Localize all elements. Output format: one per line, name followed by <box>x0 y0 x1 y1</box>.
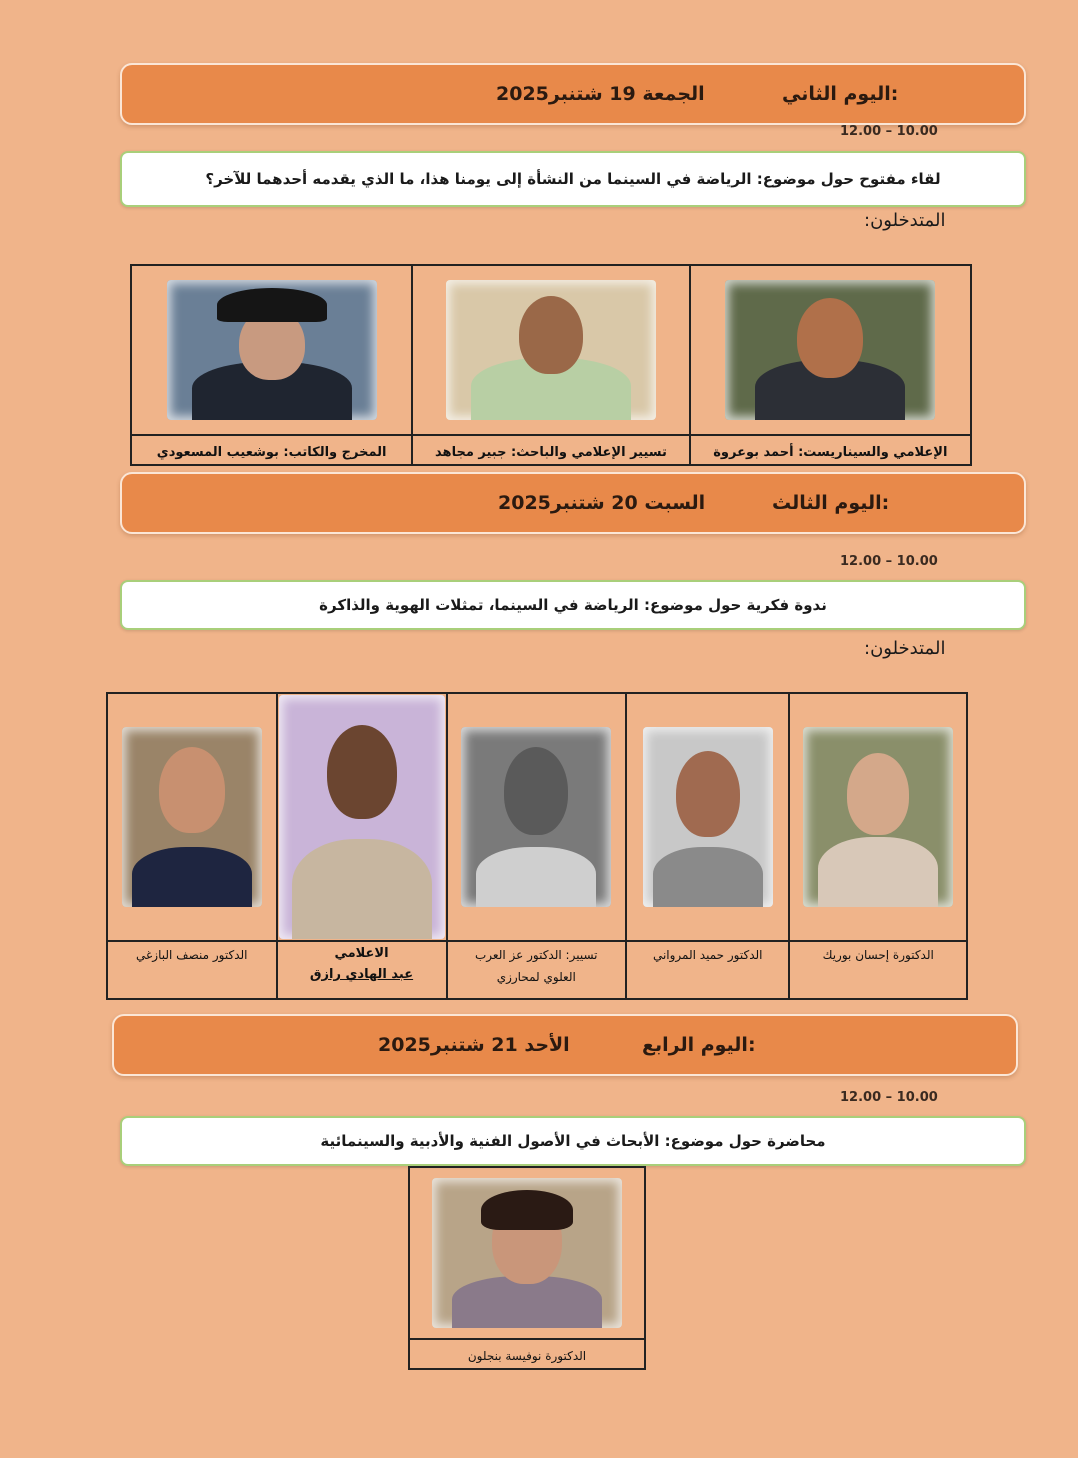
speaker-photo <box>279 695 445 939</box>
day3-topic-text: ندوة فكرية حول موضوع: الرياضة في السينما، تمثلات الهوية والذاكرة <box>319 596 827 614</box>
day3-speakers-label: المتدخلون: <box>864 638 946 659</box>
day2-time: 12.00 – 10.00 <box>840 124 938 139</box>
speaker-photo <box>432 1178 622 1328</box>
day2-label: اليوم الثاني: <box>782 83 899 105</box>
speaker-photo-cell <box>107 693 277 941</box>
speaker-photo <box>803 727 953 907</box>
speaker-caption: الدكتور منصف البازغي <box>136 948 248 962</box>
speaker-photo-cell <box>626 693 789 941</box>
day3-speakers-grid <box>106 692 968 1000</box>
speaker-photo-cell <box>412 265 689 435</box>
speaker-photo <box>167 280 377 420</box>
day2-date: الجمعة 19 شتنبر2025 <box>496 83 705 105</box>
speaker-photo <box>643 727 773 907</box>
day2-speakers-grid <box>130 264 972 466</box>
speaker-caption: المخرج والكاتب: بوشعيب المسعودي <box>156 444 387 460</box>
day2-topic <box>120 151 1026 207</box>
speaker-caption: الدكتورة نوفيسة بنجلون <box>467 1348 587 1363</box>
day4-date: الأحد 21 شتنبر2025 <box>378 1034 570 1056</box>
speaker-photo-cell <box>789 693 967 941</box>
day2-topic-text: لقاء مفتوح حول موضوع: الرياضة في السينما من النشأة إلى يومنا هذا، ما الذي يقدمه أحدهما للآخر؟ <box>205 170 941 188</box>
day4-speakers-grid <box>408 1166 646 1370</box>
day3-time: 12.00 – 10.00 <box>840 554 938 569</box>
speaker-photo-cell <box>409 1167 645 1339</box>
speaker-photo-cell <box>447 693 627 941</box>
speaker-photo <box>446 280 656 420</box>
day3-topic <box>120 580 1026 630</box>
day3-date: السبت 20 شتنبر2025 <box>498 492 706 514</box>
speaker-caption: الاعلامي <box>334 946 389 961</box>
day3-label: اليوم الثالث: <box>772 492 890 514</box>
speaker-photo <box>122 727 262 907</box>
speaker-photo-cell <box>690 265 971 435</box>
speaker-photo <box>725 280 935 420</box>
day2-banner <box>120 63 1026 125</box>
speaker-caption: تسيير: الدكتور عز العرب <box>475 948 598 962</box>
speaker-caption: الإعلامي والسيناريست: أحمد بوعروة <box>713 444 948 460</box>
day4-time: 12.00 – 10.00 <box>840 1090 938 1105</box>
speaker-photo-cell <box>131 265 412 435</box>
speaker-photo-cell <box>277 693 447 941</box>
speaker-caption-line2: العلوي لمحارزي <box>496 970 576 984</box>
speaker-caption-line2: عبد الهادي رازق <box>309 967 414 982</box>
day3-banner <box>120 472 1026 534</box>
speaker-caption: الدكتورة إحسان بوريك <box>822 948 934 962</box>
day2-speakers-label: المتدخلون: <box>864 210 946 231</box>
speaker-photo <box>461 727 611 907</box>
day4-label: اليوم الرابع: <box>642 1034 756 1056</box>
speaker-caption: تسيير الإعلامي والباحث: جبير مجاهد <box>435 444 667 460</box>
speaker-caption: الدكتور حميد المرواني <box>652 948 763 962</box>
day4-topic-text: محاضرة حول موضوع: الأبحاث في الأصول الفنية والأدبية والسينمائية <box>320 1132 826 1150</box>
day4-topic <box>120 1116 1026 1166</box>
day4-banner <box>112 1014 1018 1076</box>
